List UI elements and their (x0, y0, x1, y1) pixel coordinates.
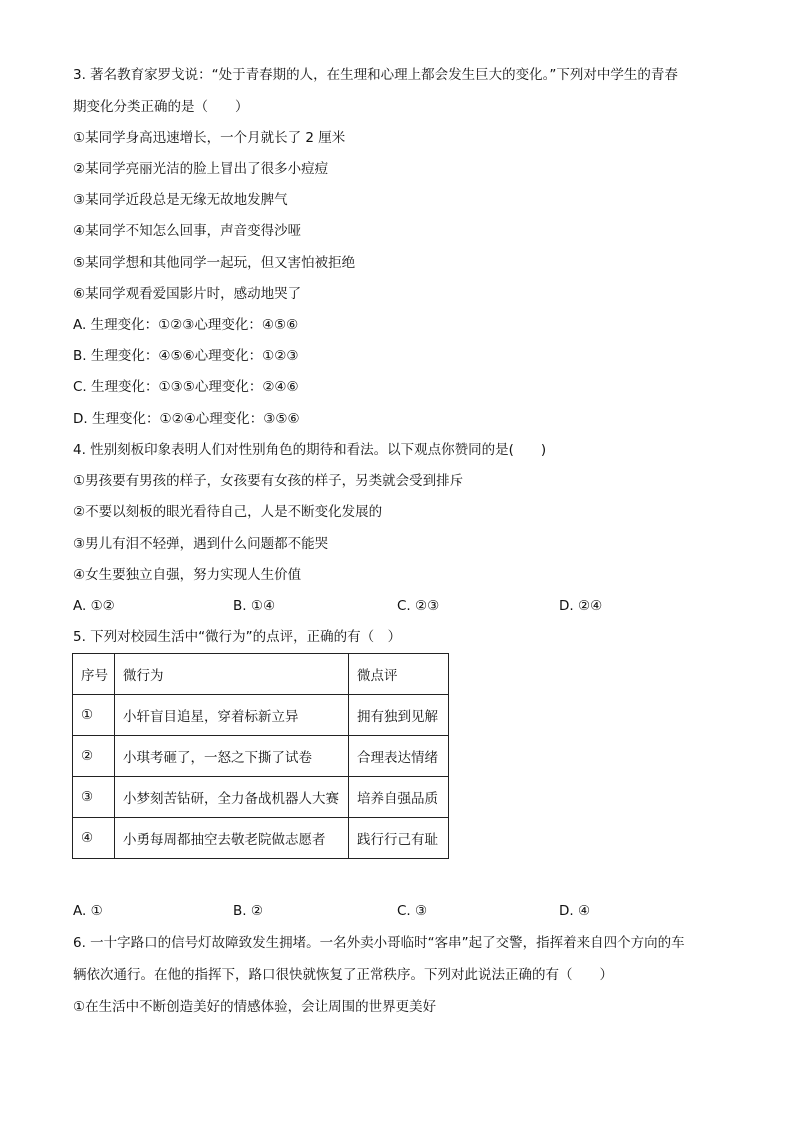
table-cell: 合理表达情绪 (349, 736, 449, 777)
q5-option-d[interactable]: D. ④ (559, 903, 591, 919)
q4-item-4: ④女生要独立自强，努力实现人生价值 (73, 567, 302, 583)
q3-option-a[interactable]: A. 生理变化：①②③心理变化：④⑤⑥ (73, 317, 299, 333)
table-header-cell: 微行为 (115, 654, 349, 695)
q4-options (73, 597, 723, 615)
table-row (73, 736, 449, 777)
table-cell: 小轩盲目追星，穿着标新立异 (115, 695, 349, 736)
q4-option-d[interactable]: D. ②④ (559, 598, 603, 614)
q4-item-1: ①男孩要有男孩的样子，女孩要有女孩的样子，另类就会受到排斥 (73, 473, 464, 489)
table-cell: 拥有独到见解 (349, 695, 449, 736)
table-header-cell: 序号 (73, 654, 115, 695)
table-cell: 培养自强品质 (349, 777, 449, 818)
q5-option-c[interactable]: C. ③ (397, 903, 428, 919)
table-header-cell: 微点评 (349, 654, 449, 695)
table-header-row (73, 654, 449, 695)
q4-item-3: ③男儿有泪不轻弹，遇到什么问题都不能哭 (73, 536, 329, 552)
table-cell: ④ (73, 818, 115, 859)
table-cell: ② (73, 736, 115, 777)
q3-item-2: ②某同学亮丽光洁的脸上冒出了很多小痘痘 (73, 161, 329, 177)
q4-stem: 4. 性别刻板印象表明人们对性别角色的期待和看法。以下观点你赞同的是( ) (73, 442, 547, 458)
table-cell: 践行行己有耻 (349, 818, 449, 859)
table-cell: 小琪考砸了，一怒之下撕了试卷 (115, 736, 349, 777)
q3-stem-line1: 3. 著名教育家罗戈说：“处于青春期的人，在生理和心理上都会发生巨大的变化。”下列对中学生的青春 (73, 67, 678, 83)
q4-option-a[interactable]: A. ①② (73, 598, 115, 614)
q5-option-a[interactable]: A. ① (73, 903, 103, 919)
q4-item-2: ②不要以刻板的眼光看待自己，人是不断变化发展的 (73, 504, 383, 520)
q3-item-5: ⑤某同学想和其他同学一起玩，但又害怕被拒绝 (73, 255, 356, 271)
q3-option-c[interactable]: C. 生理变化：①③⑤心理变化：②④⑥ (73, 379, 299, 395)
q3-option-d[interactable]: D. 生理变化：①②④心理变化：③⑤⑥ (73, 411, 300, 427)
q5-table (72, 653, 449, 859)
q4-option-c[interactable]: C. ②③ (397, 598, 440, 614)
q5-options (73, 902, 723, 920)
table-cell: ① (73, 695, 115, 736)
q3-option-b[interactable]: B. 生理变化：④⑤⑥心理变化：①②③ (73, 348, 299, 364)
q3-item-4: ④某同学不知怎么回事，声音变得沙哑 (73, 223, 302, 239)
q6-stem-line2: 辆依次通行。在他的指挥下，路口很快就恢复了正常秩序。下列对此说法正确的有（ ） (73, 967, 613, 983)
q6-stem-line1: 6. 一十字路口的信号灯故障致发生拥堵。一名外卖小哥临时“客串”起了交警，指挥着来自四个方向的车 (73, 935, 685, 951)
q5-stem: 5. 下列对校园生活中“微行为”的点评，正确的有（ ） (73, 629, 402, 645)
table-row (73, 818, 449, 859)
q5-option-b[interactable]: B. ② (233, 903, 263, 919)
q4-option-b[interactable]: B. ①④ (233, 598, 276, 614)
table-row (73, 777, 449, 818)
table-cell: ③ (73, 777, 115, 818)
q6-item-1: ①在生活中不断创造美好的情感体验，会让周围的世界更美好 (73, 999, 437, 1015)
q3-item-1: ①某同学身高迅速增长，一个月就长了 2 厘米 (73, 130, 346, 146)
table-cell: 小勇每周都抽空去敬老院做志愿者 (115, 818, 349, 859)
q3-item-6: ⑥某同学观看爱国影片时，感动地哭了 (73, 286, 302, 302)
q3-stem-line2: 期变化分类正确的是（ ） (73, 99, 249, 115)
table-cell: 小梦刻苦钻研，全力备战机器人大赛 (115, 777, 349, 818)
table-row (73, 695, 449, 736)
q3-item-3: ③某同学近段总是无缘无故地发脾气 (73, 192, 288, 208)
